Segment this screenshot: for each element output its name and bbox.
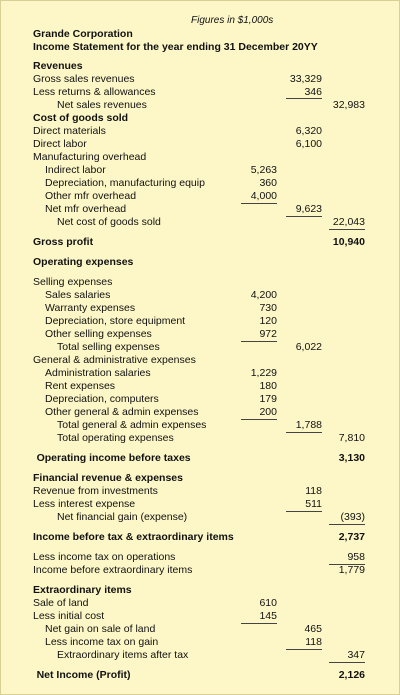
row-label: Other mfr overhead [45, 190, 137, 202]
statement-row [1, 432, 399, 445]
amount-c3: 347 [347, 649, 365, 661]
statement-row [1, 86, 399, 99]
statement-row [1, 419, 399, 432]
row-label: Net financial gain (expense) [57, 511, 188, 523]
statement-row [1, 406, 399, 419]
row-label: Income before tax & extraordinary items [33, 531, 234, 543]
row-label: Rent expenses [45, 380, 116, 392]
amount-c3: (393) [340, 511, 365, 523]
rule [286, 511, 322, 512]
statement-row [1, 276, 399, 289]
statement-row [1, 151, 399, 164]
row-label: Net mfr overhead [45, 203, 127, 215]
amount-c3: 958 [347, 551, 365, 563]
amount-c3: 1,779 [338, 564, 365, 576]
statement-row [1, 125, 399, 138]
rule [241, 419, 277, 420]
rule [241, 341, 277, 342]
statement-row [1, 302, 399, 315]
statement-row [1, 564, 399, 577]
rule [286, 432, 322, 433]
units-note: Figures in $1,000s [191, 15, 274, 26]
row-label: Other general & admin expenses [45, 406, 199, 418]
row-label: Operating expenses [33, 256, 134, 268]
statement-row [1, 380, 399, 393]
statement-row [1, 328, 399, 341]
amount-c3: 3,130 [338, 452, 365, 464]
amount-c2: 118 [305, 636, 322, 648]
row-label: Direct labor [33, 138, 87, 150]
statement-row [1, 256, 399, 269]
statement-row [1, 393, 399, 406]
row-label: Income before extraordinary items [33, 564, 193, 576]
amount-c1: 1,229 [250, 367, 277, 379]
row-label: Indirect labor [45, 164, 106, 176]
statement-row [1, 289, 399, 302]
row-label: Gross profit [33, 236, 94, 248]
statement-row [1, 315, 399, 328]
amount-c1: 4,000 [250, 190, 277, 202]
statement-row [1, 584, 399, 597]
amount-c1: 179 [259, 393, 277, 405]
statement-row [1, 636, 399, 649]
row-label: Less interest expense [33, 498, 136, 510]
amount-c3: 2,737 [338, 531, 365, 543]
statement-row [1, 649, 399, 662]
row-label: Total operating expenses [57, 432, 174, 444]
rule [329, 564, 365, 565]
statement-row [1, 597, 399, 610]
amount-c3: 7,810 [338, 432, 365, 444]
rule [286, 649, 322, 650]
statement-row [1, 610, 399, 623]
row-label: Sale of land [33, 597, 89, 609]
row-label: Less returns & allowances [33, 86, 156, 98]
statement-row [1, 485, 399, 498]
row-label: Administration salaries [45, 367, 151, 379]
amount-c2: 118 [305, 485, 322, 497]
row-label: General & administrative expenses [33, 354, 196, 366]
row-label: Net cost of goods sold [57, 216, 161, 228]
amount-c3: 32,983 [332, 99, 365, 111]
statement-row [1, 341, 399, 354]
rule [241, 203, 277, 204]
statement-row [1, 190, 399, 203]
statement-row [1, 73, 399, 86]
statement-row [1, 99, 399, 112]
amount-c1: 200 [259, 406, 277, 418]
row-label: Total general & admin expenses [57, 419, 207, 431]
row-label: Selling expenses [33, 276, 113, 288]
statement-row [1, 177, 399, 190]
amount-c3: 10,940 [332, 236, 365, 248]
statement-row [1, 472, 399, 485]
row-label: Warranty expenses [45, 302, 136, 314]
amount-c1: 972 [259, 328, 277, 340]
amount-c1: 180 [259, 380, 277, 392]
row-label: Less income tax on gain [45, 636, 159, 648]
statement-title-label: Income Statement for the year ending 31 December 20YY [33, 41, 318, 53]
rule [241, 623, 277, 624]
row-label: Net gain on sale of land [45, 623, 156, 635]
amount-c2: 511 [305, 498, 322, 510]
statement-title [1, 41, 399, 54]
amount-c1: 5,263 [250, 164, 277, 176]
company-name [1, 28, 399, 41]
amount-c1: 4,200 [250, 289, 277, 301]
row-label: Extraordinary items [33, 584, 132, 596]
row-label: Sales salaries [45, 289, 111, 301]
row-label: Less initial cost [33, 610, 105, 622]
row-label: Gross sales revenues [33, 73, 135, 85]
statement-row [1, 354, 399, 367]
statement-row [1, 531, 399, 544]
amount-c2: 465 [304, 623, 322, 635]
row-label: Less income tax on operations [33, 551, 176, 563]
amount-c1: 730 [259, 302, 277, 314]
statement-row [1, 669, 399, 682]
amount-c1: 145 [259, 610, 277, 622]
statement-row [1, 112, 399, 125]
row-label: Revenues [33, 60, 83, 72]
row-label: Cost of goods sold [33, 112, 129, 124]
row-label: Depreciation, computers [45, 393, 159, 405]
rule [329, 229, 365, 230]
amount-c2: 33,329 [289, 73, 322, 85]
rule [329, 524, 365, 525]
amount-c1: 120 [259, 315, 277, 327]
row-label: Depreciation, manufacturing equip [45, 177, 205, 189]
amount-c2: 6,100 [295, 138, 322, 150]
rule [286, 216, 322, 217]
row-label: Depreciation, store equipment [45, 315, 186, 327]
amount-c2: 9,623 [295, 203, 322, 215]
amount-c2: 346 [304, 86, 322, 98]
statement-row [1, 60, 399, 73]
statement-row [1, 551, 399, 564]
company-label: Grande Corporation [33, 28, 133, 40]
statement-row [1, 203, 399, 216]
statement-row [1, 452, 399, 465]
rule [286, 98, 322, 99]
statement-row [1, 367, 399, 380]
row-label: Operating income before taxes [36, 452, 191, 464]
amount-c1: 610 [259, 597, 277, 609]
row-label: Manufacturing overhead [33, 151, 147, 163]
statement-row [1, 511, 399, 524]
row-label: Other selling expenses [45, 328, 152, 340]
row-label: Total selling expenses [57, 341, 160, 353]
statement-row [1, 138, 399, 151]
row-label: Financial revenue & expenses [33, 472, 183, 484]
amount-c2: 1,788 [295, 419, 322, 431]
amount-c3: 22,043 [332, 216, 365, 228]
statement-row [1, 236, 399, 249]
rule [329, 662, 365, 663]
statement-row [1, 164, 399, 177]
row-label: Extraordinary items after tax [57, 649, 189, 661]
row-label: Net sales revenues [57, 99, 147, 111]
statement-row [1, 623, 399, 636]
row-label: Revenue from investments [33, 485, 158, 497]
amount-c2: 6,022 [295, 341, 322, 353]
statement-row [1, 498, 399, 511]
row-label: Direct materials [33, 125, 106, 137]
amount-c1: 360 [259, 177, 277, 189]
amount-c2: 6,320 [295, 125, 322, 137]
statement-row [1, 216, 399, 229]
row-label: Net Income (Profit) [36, 669, 131, 681]
amount-c3: 2,126 [338, 669, 365, 681]
